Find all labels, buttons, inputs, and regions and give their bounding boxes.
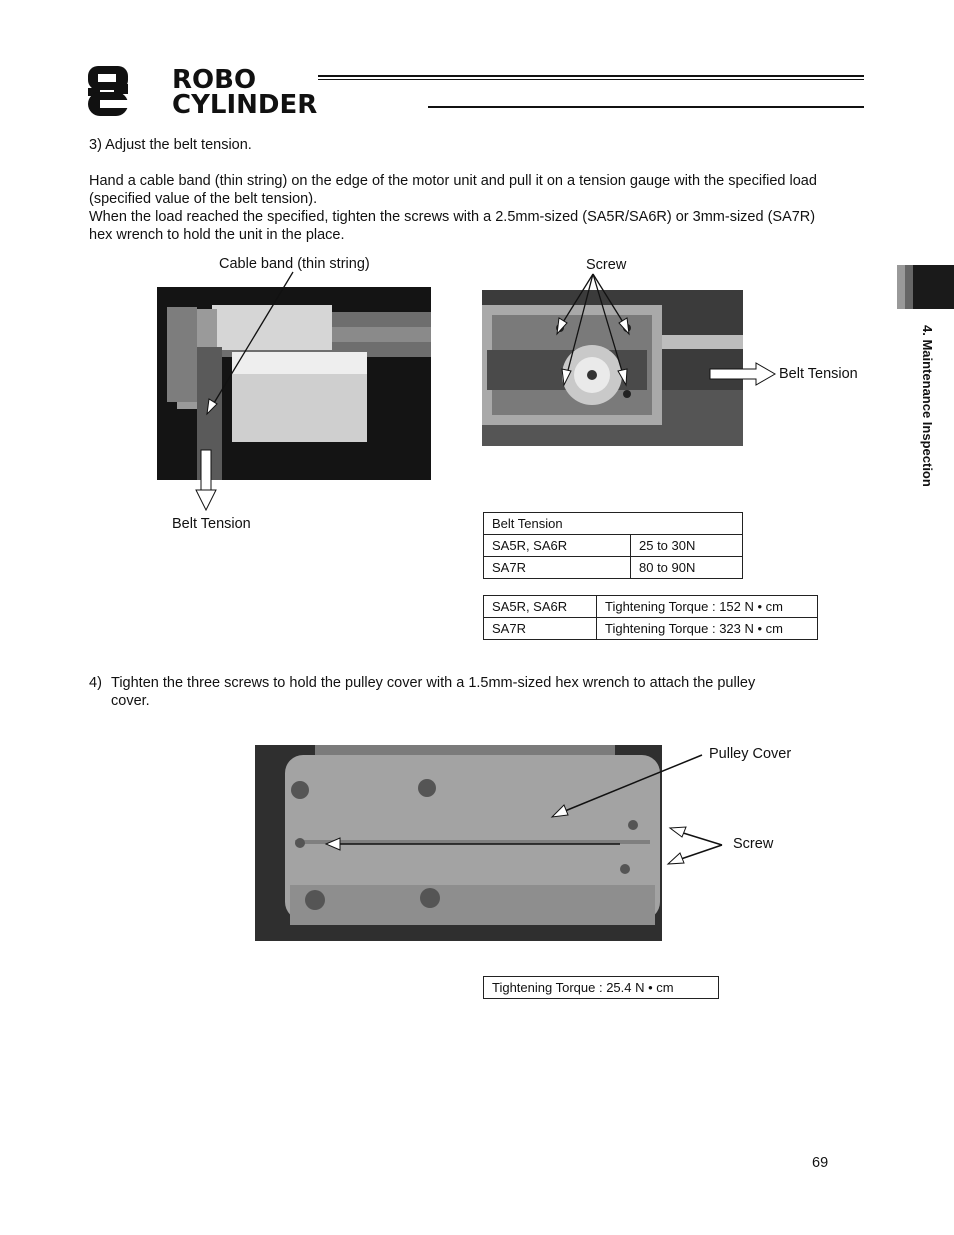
logo-text-robo: ROBO — [172, 66, 257, 95]
header-rule-top-thin — [318, 79, 864, 80]
table-cell: 25 to 30N — [631, 535, 743, 557]
table-row — [484, 977, 719, 999]
header-rule-bottom — [428, 106, 864, 108]
pulley-cover-label: Pulley Cover — [709, 746, 792, 762]
pulley-torque-box — [483, 976, 719, 999]
table-cell: SA5R, SA6R — [484, 596, 597, 618]
table-cell: SA5R, SA6R — [484, 535, 631, 557]
belt-tension-arrow-right — [709, 362, 777, 386]
step4-text-line2: cover. — [111, 693, 150, 709]
screw-label-top: Screw — [586, 257, 627, 273]
table-cell: 80 to 90N — [631, 557, 743, 579]
screw-label-bottom: Screw — [733, 836, 774, 852]
cable-band-label: Cable band (thin string) — [219, 256, 370, 272]
step3-title: 3) Adjust the belt tension. — [89, 137, 252, 153]
table-row — [484, 557, 743, 579]
belt-tension-label-right: Belt Tension — [779, 366, 858, 382]
belt-tension-table — [483, 512, 743, 579]
table-row — [484, 535, 743, 557]
table-cell: Tightening Torque : 152 N • cm — [597, 596, 818, 618]
step4-text-line1: Tighten the three screws to hold the pulley cover with a 1.5mm-sized hex wrench to attach the pulley — [111, 675, 756, 691]
header-rule-top — [318, 75, 864, 77]
belt-tension-label-left: Belt Tension — [172, 516, 251, 532]
chapter-label: 4. Maintenance Inspection — [920, 325, 935, 487]
table-cell: SA7R — [484, 557, 631, 579]
step3-para1: Hand a cable band (thin string) on the edge of the motor unit and pull it on a tension gauge with the specified load (specified value of the belt tension). — [89, 173, 817, 207]
table-row — [484, 596, 818, 618]
left-figure-arrows — [195, 268, 305, 513]
step3-para2: When the load reached the specified, tighten the screws with a 2.5mm-sized (SA5R/SA6R) or 3mm-sized (SA7R) hex wrench to hold the unit in the place. — [89, 209, 816, 243]
logo-text-cylinder: CYLINDER — [172, 90, 318, 118]
table-row — [484, 618, 818, 640]
step4-number: 4) — [89, 675, 102, 691]
robo-cylinder-logo — [88, 66, 423, 118]
table-cell: SA7R — [484, 618, 597, 640]
screw-pointer-arrows — [550, 272, 640, 392]
tightening-torque-table — [483, 595, 818, 640]
table-cell: Tightening Torque : 25.4 N • cm — [484, 977, 719, 999]
chapter-tab — [897, 265, 954, 309]
pulley-cover-arrows — [320, 745, 730, 875]
table-cell: Tightening Torque : 323 N • cm — [597, 618, 818, 640]
page-number: 69 — [812, 1155, 829, 1171]
table-header: Belt Tension — [484, 513, 743, 535]
